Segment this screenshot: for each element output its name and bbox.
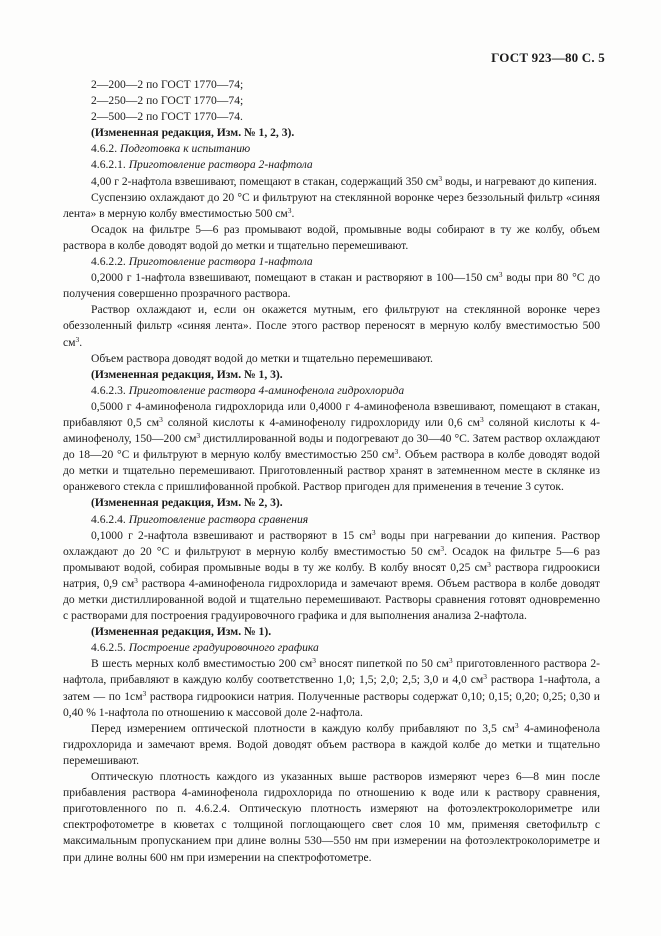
superscript: 3 [498, 270, 503, 280]
superscript: 3 [196, 431, 201, 441]
text-run: . Объем раствора в колбе доводят водой до метки и тщательно перемешивают. Приготовленный раствор хранят в затемненном месте в склянке из оранжевого стекла с пришлифованной пробкой. Раствор пригоден для применения в течение 3 суток. [63, 448, 601, 494]
superscript: 3 [134, 575, 138, 585]
page-header: ГОСТ 923—80 С. 5 [491, 50, 605, 65]
text-run: раствора гидроокиси натрия, 0,9 см [63, 560, 600, 590]
text-run: Суспензию охлаждают до 20 °С и фильтруют на стеклянной воронке через беззольный фильтр «синяя лента» в мерную колбу вместимостью 500 см [63, 190, 600, 220]
document-body [63, 77, 600, 866]
superscript: 3 [483, 672, 487, 682]
paragraph [63, 656, 600, 720]
text-run: В шесть мерных колб вместимостью 200 см [91, 657, 313, 671]
text-run: Раствор охлаждают и, если он окажется мутным, его фильтруют на стеклянной воронке через обеззоленный фильтр «синяя лента». После этого раствор переносят в мерную колбу вместимостью 500 см [63, 303, 600, 349]
text-run: дистиллированной воды и подогревают до 30—40 °С. Затем раствор охлаждают до 18—20 °С и фильтруют в мерную колбу вместимостью 250 см [63, 432, 600, 462]
heading-title: Приготовление раствора 1-нафтола [128, 255, 313, 269]
superscript: 3 [159, 414, 163, 424]
section-heading [63, 640, 600, 656]
superscript: 3 [394, 447, 399, 457]
text-run: . [79, 335, 83, 349]
section-heading [63, 254, 600, 270]
paragraph [63, 721, 600, 769]
amendment-note [63, 125, 600, 141]
paragraph [63, 174, 600, 190]
text-run: (Измененная редакция, Изм. № 1, 2, 3). [91, 126, 295, 140]
amendment-note [63, 495, 600, 511]
superscript: 3 [438, 173, 443, 183]
text-run: 0,2000 г 1-нафтола взвешивают, помещают в стакан и растворяют в 100—150 см [91, 271, 499, 285]
text-run: Осадок на фильтре 5—6 раз промывают водой, промывные воды собирают в ту же колбу, объем раствора в колбе доводят водой до метки и тщательно перемешивают. [63, 222, 600, 252]
superscript: 3 [287, 205, 292, 215]
superscript: 3 [514, 720, 519, 730]
section-heading [63, 383, 600, 399]
text-run: Объем раствора доводят водой до метки и тщательно перемешивают. [91, 351, 433, 365]
section-heading [63, 512, 600, 528]
text-run: (Измененная редакция, Изм. № 1). [91, 625, 272, 639]
text-run: соляной кислоты к 4-аминофенолу, 150—200 см [63, 415, 600, 446]
text-run: 4.6.2.2. [91, 255, 129, 269]
heading-title: Приготовление раствора сравнения [128, 512, 309, 526]
text-run: соляной кислоты к 4-аминофенолу гидрохлориду или 0,6 см [162, 415, 480, 429]
paragraph [63, 190, 600, 222]
text-run: 4.6.2.3. [91, 383, 129, 397]
paragraph [63, 77, 600, 93]
paragraph [63, 399, 600, 496]
text-run: воды, и нагревают до кипения. [442, 174, 597, 188]
text-run: 4.6.2.4. [91, 512, 129, 526]
superscript: 3 [142, 688, 147, 698]
text-run: . Осадок на фильтре 5—6 раз промывают водой, собирая промывные воды в ту же колбу. В колбу вносят 0,25 см [63, 544, 600, 574]
heading-title: Подготовка к испытанию [119, 142, 251, 156]
superscript: 3 [440, 543, 445, 553]
text-run: 4-аминофенола гидрохлорида и замечают время. Водой доводят объем раствора в каждой колбе до метки и тщательно перемешивают. [63, 721, 600, 767]
paragraph [63, 351, 600, 367]
paragraph [63, 93, 600, 109]
heading-title: Приготовление раствора 4-аминофенола гидрохлорида [128, 383, 405, 397]
paragraph [63, 302, 600, 350]
text-run: (Измененная редакция, Изм. № 1, 3). [91, 367, 283, 381]
paragraph [63, 222, 600, 254]
text-run: 4.6.2.5. [91, 641, 129, 655]
text-run: 0,1000 г 2-нафтола взвешивают и растворяют в 15 см [91, 528, 372, 542]
text-run: приготовленного раствора 2-нафтола, прибавляют в каждую колбу соответственно 1,0; 1,5; 2,0; 2,5; 3,0 и 4,0 см [63, 657, 600, 687]
text-run: воды при нагревании до кипения. Раствор охлаждают до 20 °С и фильтруют в мерную колбу вместимостью 50 см [63, 528, 600, 558]
text-run: 4.6.2. [91, 142, 120, 156]
text-run: 2—200—2 по ГОСТ 1770—74; [91, 78, 244, 91]
text-run: Перед измерением оптической плотности в каждую колбу прибавляют по 3,5 см [91, 721, 515, 735]
paragraph [63, 109, 600, 125]
text-run: (Измененная редакция, Изм. № 2, 3). [91, 496, 283, 510]
text-run: раствора гидроокиси натрия. Полученные растворы содержат 0,10; 0,15; 0,20; 0,25; 0,30 и 0,40 % 1-нафтола по отношению к массовой доле 2-нафтола. [63, 689, 601, 719]
heading-title: Построение градуировочного графика [128, 641, 319, 655]
text-run: раствора 1-нафтола, а затем — по 1см [63, 673, 600, 703]
superscript: 3 [487, 559, 491, 569]
superscript: 3 [479, 414, 484, 424]
text-run: 2—500—2 по ГОСТ 1770—74. [91, 110, 243, 124]
paragraph [63, 270, 600, 302]
superscript: 3 [371, 527, 376, 537]
text-run: воды при 80 °С до получения совершенно прозрачного раствора. [63, 271, 601, 301]
text-run: раствора 4-аминофенола гидрохлорида и замечают время. Объем раствора в колбе доводят до метки дистиллированной водой и тщательно перемешивают. Растворы сравнения готовят одновременно с растворами для построения градуировочного графика и для выполнения анализа 2-нафтола. [63, 576, 600, 623]
section-heading [63, 141, 600, 157]
paragraph [63, 528, 600, 625]
superscript: 3 [448, 656, 453, 666]
text-run: . [291, 206, 295, 220]
superscript: 3 [312, 656, 316, 666]
superscript: 3 [75, 334, 80, 344]
paragraph [63, 769, 600, 866]
text-run: вносят пипеткой по 50 см [315, 657, 449, 671]
text-run: 4,00 г 2-нафтола взвешивают, помещают в стакан, содержащий 350 см [91, 174, 439, 188]
heading-title: Приготовление раствора 2-нафтола [128, 158, 313, 172]
text-run: 2—250—2 по ГОСТ 1770—74; [91, 94, 244, 108]
amendment-note [63, 624, 600, 640]
text-run: 4.6.2.1. [91, 158, 129, 172]
text-run: Оптическую плотность каждого из указанных выше растворов измеряют через 6—8 мин после прибавления раствора 4-аминофенола гидрохлорида по отношению к воде или к раствору сравнения, приготовленного по п. 4.6.2.4. Оптическую плотность измеряют на фотоэлектроколориметре или спектрофотометре в кюветах с толщиной поглощающего свет слоя 10 мм, применяя светофильтр с максимальным пропусканием при длине волны 530—550 нм при измерении на фотоэлектроколориметре и при длине волны 600 нм при измерении на спектрофотометре. [63, 770, 600, 864]
text-run: 0,5000 г 4-аминофенола гидрохлорида или 0,4000 г 4-аминофенола взвешивают, помещают в стакан, прибавляют 0,5 см [63, 399, 600, 429]
section-heading [63, 157, 600, 173]
amendment-note [63, 367, 600, 383]
